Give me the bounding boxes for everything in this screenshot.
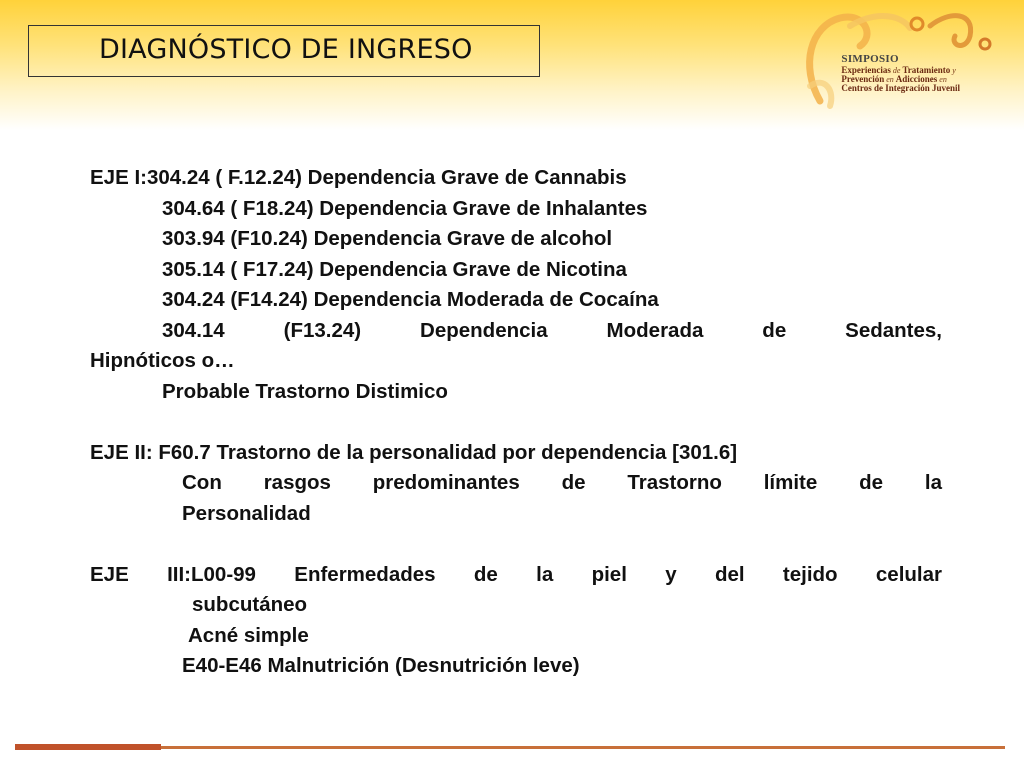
eje2-line-2: Con rasgos predominantes de Trastorno límite de la — [182, 471, 942, 494]
spacer — [90, 407, 942, 438]
eje2-line-1: EJE II: F60.7 Trastorno de la personalidad por dependencia [301.6] — [90, 440, 738, 464]
eje1-line-4: 305.14 ( F17.24) Dependencia Grave de Nicotina — [162, 257, 627, 281]
eje3-line-4: E40-E46 Malnutrición (Desnutrición leve) — [182, 654, 580, 677]
logo-line-3: Centros de Integración Juvenil — [841, 83, 960, 94]
eje2-line-3: Personalidad — [182, 501, 311, 525]
footer-accent — [15, 744, 161, 750]
logo-text — [841, 54, 960, 94]
title-box — [28, 25, 540, 77]
eje3-line-2: subcutáneo — [192, 593, 308, 616]
eje1-line-2: 304.64 ( F18.24) Dependencia Grave de Inhalantes — [162, 196, 648, 220]
eje1-line-3: 303.94 (F10.24) Dependencia Grave de alcohol — [162, 227, 613, 250]
eje1-line-7: Hipnóticos o… — [90, 349, 235, 372]
diagnosis-body — [90, 163, 942, 682]
eje1-line-1: EJE I:304.24 ( F.12.24) Dependencia Grave de Cannabis — [90, 166, 627, 189]
logo-simposio: SIMPOSIO — [841, 53, 899, 65]
logo-line-2: Prevención en Adicciones en — [841, 73, 947, 84]
logo-line-1: Experiencias de Tratamiento y — [841, 64, 956, 75]
footer-divider — [15, 746, 1005, 749]
page-title: DIAGNÓSTICO DE INGRESO — [99, 34, 473, 65]
eje1-line-8: Probable Trastorno Distimico — [162, 379, 448, 403]
eje1-line-6: 304.14 (F13.24) Dependencia Moderada de Sedantes, — [162, 318, 942, 342]
eje3-line-1: EJE III:L00-99 Enfermedades de la piel y del tejido celular — [90, 562, 942, 586]
spacer — [90, 529, 942, 560]
eje3-line-3: Acné simple — [188, 623, 309, 647]
simposio-logo — [780, 6, 1010, 116]
eje1-line-5: 304.24 (F14.24) Dependencia Moderada de Cocaína — [162, 288, 659, 311]
